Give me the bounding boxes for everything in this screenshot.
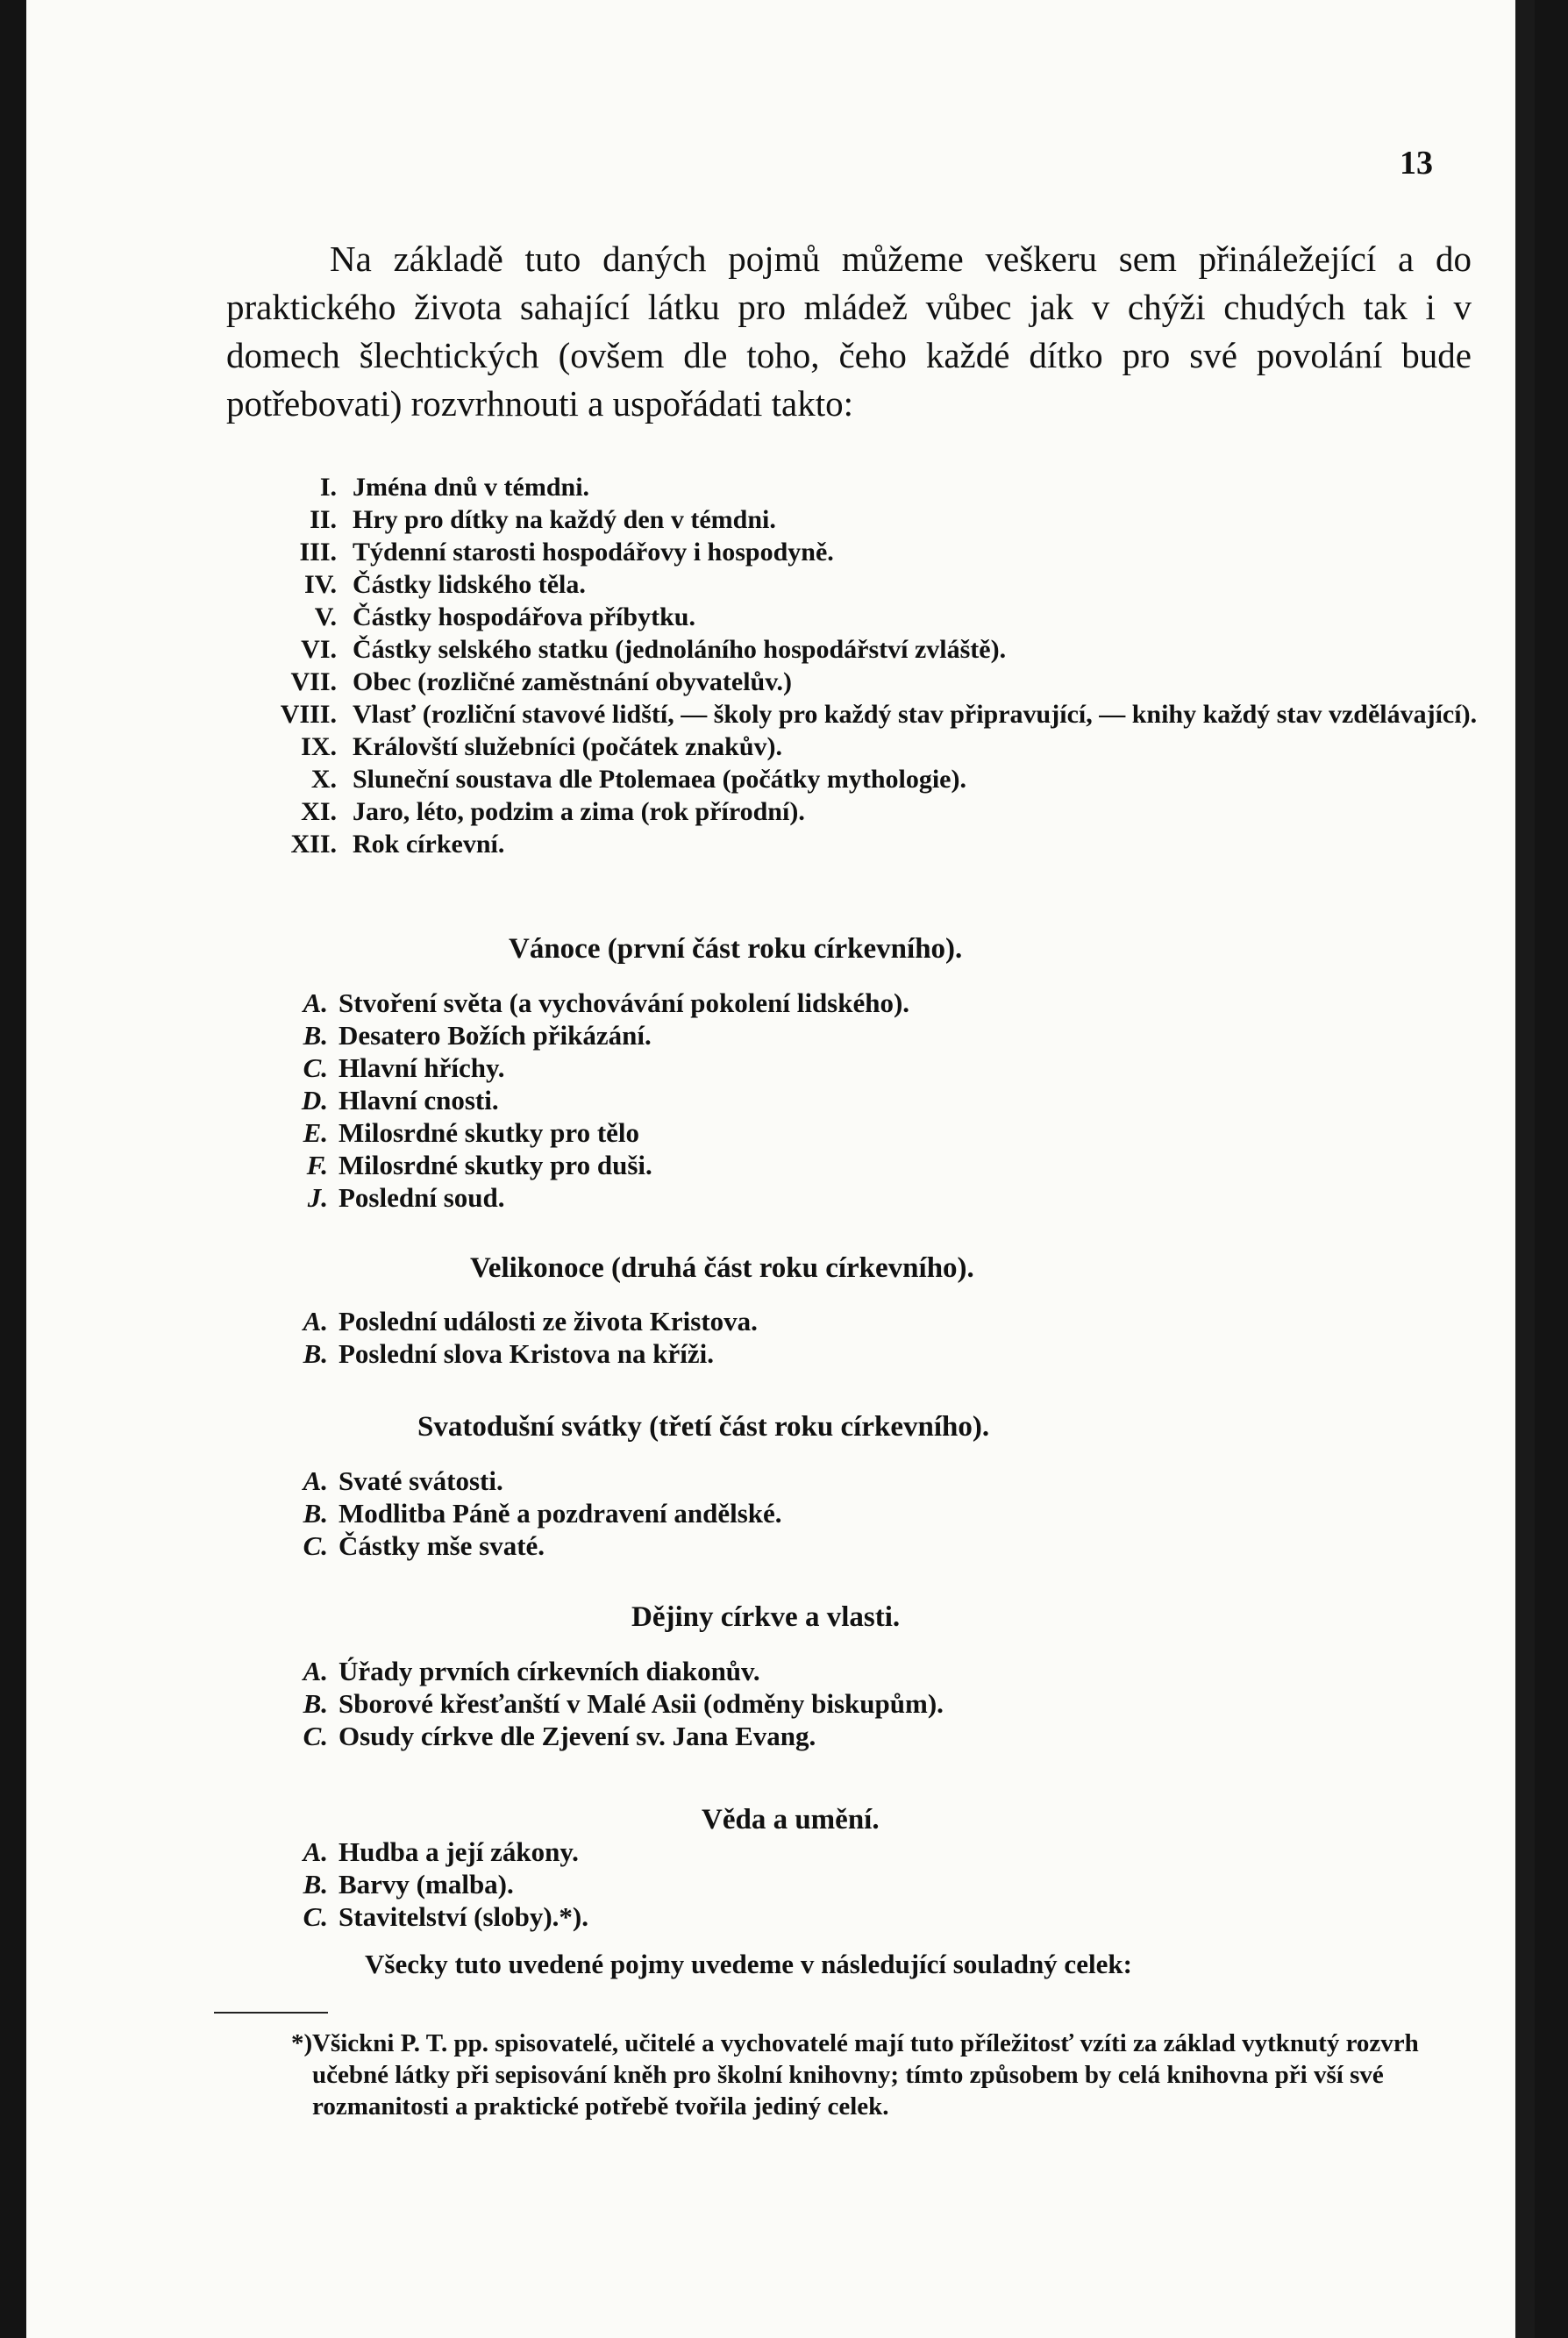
item-letter: E. [303,1117,328,1148]
section-item [277,1149,1417,1181]
topic-number: XII. [290,830,337,859]
topic-item [246,795,1482,828]
summary-line: Všecky tuto uvedené pojmy uvedeme v následující souladný celek: [365,1949,1132,1979]
section-item [277,1529,1417,1562]
topic-item [246,731,1482,763]
item-letter: A. [303,1306,328,1337]
section-title-vanoce: Vánoce (první část roku církevního). [509,933,963,965]
item-letter: A. [303,1836,328,1867]
section-item [277,1720,1417,1752]
topic-text: Částky selského statku (jednoláního hospodářství zvláště). [353,635,1007,664]
section-title-veda: Věda a umění. [702,1804,880,1835]
topic-text: Královští služebníci (počátek znakův). [353,732,783,761]
section-title-velikonoce: Velikonoce (druhá část roku církevního). [470,1252,974,1284]
topic-item [246,828,1482,860]
item-letter: A. [303,1465,328,1496]
section-item [277,1497,1417,1529]
section-item [277,1019,1417,1051]
item-text: Desatero Božích přikázání. [339,1020,652,1051]
topic-number: IX. [301,732,337,761]
item-letter: C. [303,1721,328,1751]
footnote-mark: *) [291,2029,313,2057]
item-text: Částky mše svaté. [339,1530,545,1561]
topic-text: Sluneční soustava dle Ptolemaea (počátky mythologie). [353,765,966,794]
topic-item [246,471,1482,503]
topic-text: Rok církevní. [353,830,505,859]
topic-text: Částky hospodářova příbytku. [353,602,695,631]
item-text: Úřady prvních církevních diakonův. [339,1656,760,1686]
item-letter: D. [301,1085,328,1116]
section-item [277,1337,1417,1370]
intro-paragraph: Na základě tuto daných pojmů můžeme veškeru sem přináležející a do praktického života sahající látku pro mládež vůbec jak v chýži chudých tak i v domech šlechtických (ovšem dle toho, čeho každé dítko pro své povolání bude potřebovati) rozvrhnouti a uspořádati takto: [226,239,1472,424]
item-letter: J. [307,1182,328,1213]
topic-item [246,666,1482,698]
section-item [277,1687,1417,1720]
item-text: Sborové křesťanští v Malé Asii (odměny biskupům). [339,1688,944,1719]
item-text: Hlavní hříchy. [339,1052,505,1083]
item-text: Osudy církve dle Zjevení sv. Jana Evang. [339,1721,816,1751]
item-text: Hudba a její zákony. [339,1836,579,1867]
item-text: Poslední události ze života Kristova. [339,1306,758,1337]
section-item [277,1868,1417,1900]
topic-item [246,763,1482,795]
topic-list [246,471,1482,860]
section-item [277,1835,1417,1868]
topic-number: X. [310,765,337,794]
footnote [291,2028,1461,2122]
topic-text: Týdenní starosti hospodářovy i hospodyně. [353,538,834,567]
item-text: Milosrdné skutky pro duši. [339,1150,652,1180]
topic-number: IV. [304,570,337,599]
section-items-dejiny [277,1655,1417,1752]
topic-item [246,633,1482,666]
section-items-veda [277,1835,1417,1933]
section-item [277,1305,1417,1337]
topic-text: Jaro, léto, podzim a zima (rok přírodní). [353,797,805,826]
topic-item [246,536,1482,568]
page-number: 13 [1400,145,1433,182]
item-letter: B. [303,1020,328,1051]
footnote-text: Všickni P. T. pp. spisovatelé, učitelé a vychovatelé mají tuto příležitosť vzíti za základ vytknutý rozvrh učebné látky při sepisování kněh pro školní knihovny; tímto způsobem by celá knihovna při vší své rozmanitosti a praktické potřebě tvořila jediný celek. [312,2029,1419,2121]
topic-item [246,601,1482,633]
topic-number: VIII. [280,700,337,729]
item-text: Stavitelství (sloby).*). [339,1901,589,1932]
item-letter: B. [303,1338,328,1369]
item-letter: B. [303,1498,328,1529]
topic-number: XI. [301,797,337,826]
topic-number: II. [310,505,337,534]
topic-text: Hry pro dítky na každý den v témdni. [353,505,776,534]
item-text: Poslední slova Kristova na kříži. [339,1338,714,1369]
item-letter: B. [303,1688,328,1719]
section-item [277,1465,1417,1497]
topic-number: III. [299,538,337,567]
book-page [26,0,1535,2338]
topic-number: I. [319,473,337,502]
page-edge-shadow [1515,0,1535,2338]
section-item [277,1181,1417,1214]
item-letter: B. [303,1869,328,1900]
section-title-svatodusni: Svatodušní svátky (třetí část roku církevního). [417,1411,990,1443]
item-text: Poslední soud. [339,1182,505,1213]
item-text: Modlitba Páně a pozdravení andělské. [339,1498,782,1529]
item-letter: A. [303,987,328,1018]
item-letter: C. [303,1052,328,1083]
item-text: Stvoření světa (a vychovávání pokolení lidského). [339,987,910,1018]
section-title-dejiny: Dějiny církve a vlasti. [631,1601,901,1633]
item-text: Barvy (malba). [339,1869,514,1900]
section-item [277,1084,1417,1116]
section-item [277,1051,1417,1084]
item-letter: C. [303,1901,328,1932]
topic-text: Jména dnů v témdni. [353,473,590,502]
section-items-velikonoce [277,1305,1417,1370]
section-item [277,987,1417,1019]
item-letter: F. [306,1150,328,1180]
item-text: Milosrdné skutky pro tělo [339,1117,640,1148]
section-items-svatodusni [277,1465,1417,1562]
topic-text: Obec (rozličné zaměstnání obyvatelův.) [353,667,793,696]
topic-item [246,503,1482,536]
topic-number: V. [314,602,337,631]
section-item [277,1116,1417,1149]
section-item [277,1655,1417,1687]
topic-item [246,698,1482,731]
footnote-divider [214,2012,328,2014]
item-text: Hlavní cnosti. [339,1085,499,1116]
topic-number: VI. [301,635,337,664]
item-letter: C. [303,1530,328,1561]
section-items-vanoce [277,987,1417,1214]
topic-text: Vlasť (rozliční stavové lidští, — školy pro každý stav připravující, — knihy každý stav vzdělávající). [353,700,1478,729]
item-text: Svaté svátosti. [339,1465,503,1496]
section-item [277,1900,1417,1933]
topic-item [246,568,1482,601]
item-letter: A. [303,1656,328,1686]
topic-text: Částky lidského těla. [353,570,586,599]
topic-number: VII. [290,667,337,696]
